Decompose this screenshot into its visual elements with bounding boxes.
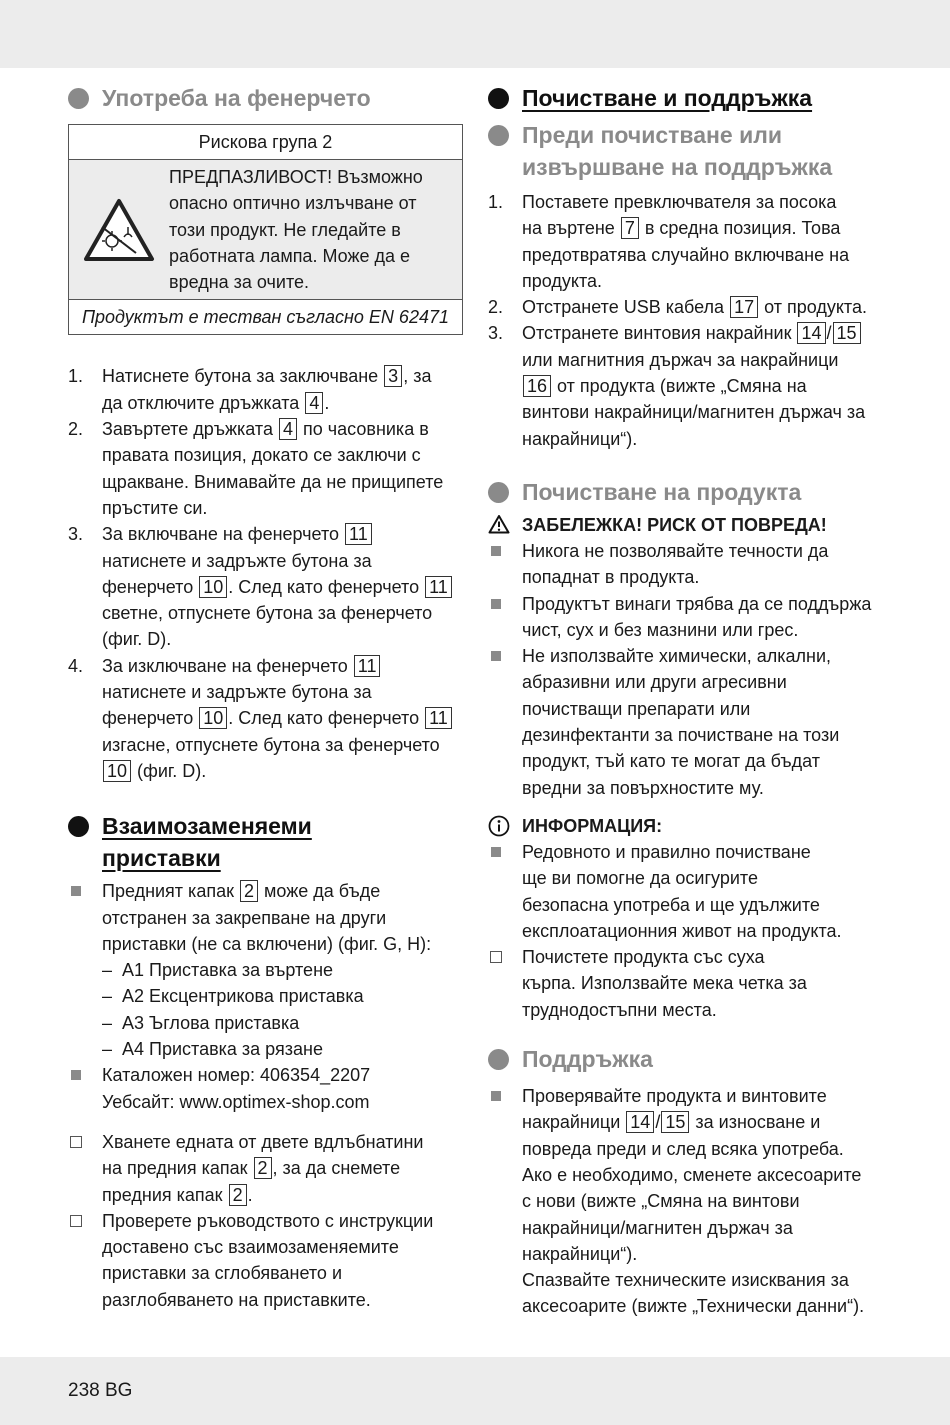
warning-text: ПРЕДПАЗЛИВОСТ! Възможно опасно оптично излъчване от този продукт. Не гледайте в работната лампа. Може да е вредна за очите. <box>169 167 423 293</box>
list-item: 3. Отстранете винтовия накрайник 14 / 15 или магнитния държач за накрайници 16 от продукта (вижте „Смяна на винтови накрайници/магнитен държач за накрайници“). <box>488 323 866 449</box>
ref-box: 7 <box>621 217 639 239</box>
ref-box: 11 <box>354 655 381 677</box>
ref-box: 16 <box>523 375 551 397</box>
square-bullet-icon <box>491 599 501 609</box>
attachment-a4: – A4 Приставка за рязане <box>102 1039 323 1060</box>
ref-box: 17 <box>730 296 758 318</box>
ref-box: 11 <box>425 707 452 729</box>
flashlight-steps <box>68 363 468 784</box>
catalog-list <box>68 1062 468 1115</box>
bullet-dot <box>488 88 509 109</box>
ref-box: 14 <box>797 322 825 344</box>
ref-box: 11 <box>425 576 452 598</box>
ref-box: 2 <box>229 1184 247 1206</box>
bullet-dot <box>488 125 509 146</box>
square-bullet-icon <box>71 1070 81 1080</box>
list-item: Не използвайте химически, алкални, абразивни или други агресивни почистващи препарати или дезинфектанти за почистване на този продукт, тъй като те могат да бъдат вредни за повърхностите му. <box>488 643 888 801</box>
ref-box: 10 <box>103 760 131 782</box>
maintenance-list <box>488 1083 888 1320</box>
ref-box: 10 <box>199 576 227 598</box>
square-bullet-icon <box>491 847 501 857</box>
list-item: Почистете продукта със суха кърпа. Използвайте мека четка за труднодостъпни места. <box>488 944 888 1023</box>
warning-row <box>69 160 462 300</box>
list-item: Никога не позволявайте течности да попаднат в продукта. <box>488 538 888 591</box>
ref-box: 2 <box>240 880 258 902</box>
cleaning-notes <box>488 538 888 801</box>
list-item: Редовното и правилно почистване ще ви помогне да осигурите безопасна употреба и ще удължите експлоатационния живот на продукта. <box>488 839 888 944</box>
note-risk-heading: ЗАБЕЛЕЖКА! РИСК ОТ ПОВРЕДА! <box>488 512 888 538</box>
page-number: 238 BG <box>68 1380 133 1401</box>
ref-box: 15 <box>833 322 861 344</box>
ref-box: 11 <box>345 523 372 545</box>
heading-cleaning-maintenance: Почистване и поддръжка <box>488 82 888 114</box>
bullet-dot <box>68 88 89 109</box>
attachments-list <box>68 878 468 957</box>
square-bullet-icon <box>491 651 501 661</box>
risk-group-label: Рискова група 2 <box>69 125 462 160</box>
info-heading: ИНФОРМАЦИЯ: <box>488 813 888 839</box>
list-item: 2. Завъртете дръжката 4 по часовника в правата позиция, докато се заключи с щракване. Внимавайте да не прищипете пръстите си. <box>68 419 444 518</box>
list-item: 4. За изключване на фенерчето 11 натиснете и задръжте бутона за фенерчето 10 . След като фенерчето 11 изгасне, отпуснете бутона за фенерчето 10 (фиг. D). <box>68 653 468 784</box>
list-item: 1. Поставете превключвателя за посока на въртене 7 в средна позиция. Това предотвратява случайно включване на продукта. <box>488 192 850 291</box>
optical-radiation-warning-icon <box>69 160 169 299</box>
heading-before-cleaning: Преди почистване или извършване на поддръжка <box>488 119 888 183</box>
checkbox-square-icon <box>70 1136 82 1148</box>
attachment-a1: – A1 Приставка за въртене <box>102 960 334 981</box>
attachment-a3: – A3 Ъглова приставка <box>102 1012 300 1033</box>
list-item: 3. За включване на фенерчето 11 натиснете и задръжте бутона за фенерчето 10 . След като фенерчето 11 светне, отпуснете бутона за фенерчето (фиг. D). <box>68 521 468 652</box>
heading-flashlight-use: Употреба на фенерчето <box>68 82 468 114</box>
before-cleaning-steps <box>488 189 888 452</box>
tested-standard: Продуктът е тестван съгласно EN 62471 <box>81 307 449 328</box>
square-bullet-icon <box>491 1091 501 1101</box>
list-item: Хванете едната от двете вдлъбнатини на предния капак 2 , за да снемете предния капак 2 . <box>68 1129 468 1208</box>
heading-maintenance: Поддръжка <box>488 1043 888 1075</box>
square-bullet-icon <box>71 886 81 896</box>
ref-box: 15 <box>661 1111 689 1133</box>
checkbox-square-icon <box>70 1215 82 1227</box>
ref-box: 10 <box>199 707 227 729</box>
ref-box: 4 <box>279 418 297 440</box>
bullet-dot <box>488 482 509 503</box>
attachment-a2: – A2 Ексцентрикова приставка <box>102 986 364 1007</box>
checkbox-square-icon <box>490 951 502 963</box>
right-column <box>488 82 888 1320</box>
ref-box: 4 <box>305 392 323 414</box>
list-item: Проверявайте продукта и винтовите накрайници 14 / 15 за износване и повреда преди и след всяка употреба. Ако е необходимо, сменете аксесоарите с нови (вижте „Смяна на винтови накрайници/магнитен държач за накрайници“). Спазвайте техническите изисквания за аксесоарите (вижте „Технически данни“). <box>488 1083 888 1320</box>
list-item: Предният капак 2 може да бъде отстранен за закрепване на други приставки (не са включени) (фиг. G, H): <box>68 878 468 957</box>
bullet-dot <box>68 816 89 837</box>
bullet-dot <box>488 1049 509 1070</box>
ref-box: 3 <box>384 365 402 387</box>
footer-band <box>0 1357 950 1425</box>
left-column <box>68 82 468 1313</box>
list-item: Проверете ръководството с инструкции доставено със взаимозаменяемите приставки за сглобяването и разглобяването на приставките. <box>68 1208 468 1313</box>
list-item: 2. Отстранете USB кабела 17 от продукта. <box>488 297 867 318</box>
square-bullet-icon <box>491 546 501 556</box>
ref-box: 2 <box>254 1157 272 1179</box>
warning-triangle-icon <box>488 514 510 541</box>
ref-box: 14 <box>626 1111 654 1133</box>
heading-interchangeable-attachments: Взаимозаменяеми приставки <box>68 810 468 874</box>
list-item: Каталожен номер: 406354_2207 Уебсайт: www.optimex-shop.com <box>68 1062 468 1115</box>
heading-product-cleaning: Почистване на продукта <box>488 476 888 508</box>
header-band <box>0 0 950 68</box>
action-list <box>68 1129 468 1313</box>
risk-group-warning-box <box>68 124 463 335</box>
list-item: 1. Натиснете бутона за заключване 3 , за да отключите дръжката 4 . <box>68 366 432 413</box>
info-list <box>488 839 888 1023</box>
list-item: Продуктът винаги трябва да се поддържа чист, сух и без мазнини или грес. <box>488 591 888 644</box>
